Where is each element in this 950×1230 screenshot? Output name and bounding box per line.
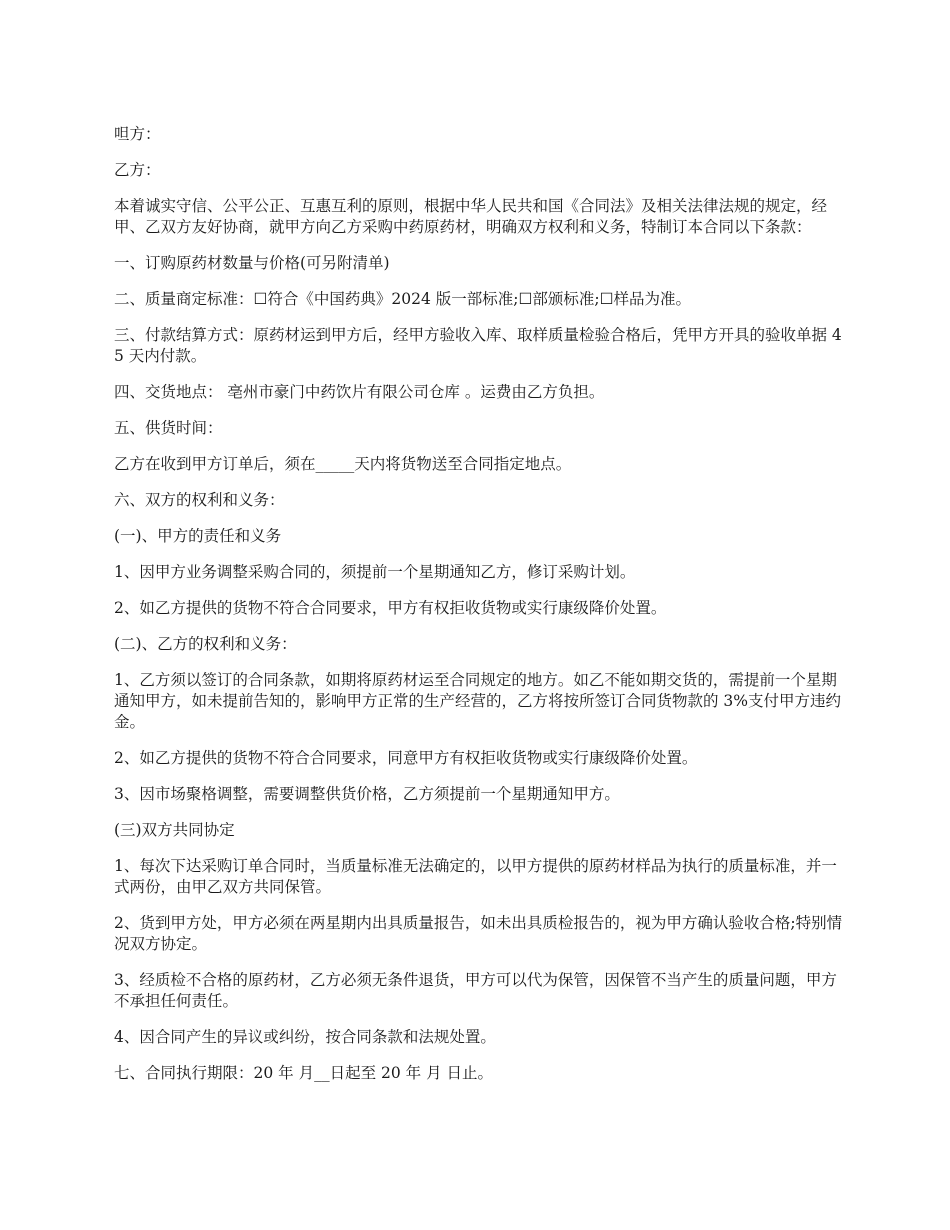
section-joint-heading: (三)双方共同协定 bbox=[114, 821, 235, 839]
clause-3-payment: 三、付款结算方式：原药材运到甲方后，经甲方验收入库、取样质量检验合格后，凭甲方开具的验收单据 45 天内付款。 bbox=[114, 326, 842, 365]
party-b-item-2: 2、如乙方提供的货物不符合合同要求，同意甲方有权拒收货物或实行康级降价处置。 bbox=[114, 749, 698, 767]
clause-1-quantity-price: 一、订购原药材数量与价格(可另附清单) bbox=[114, 254, 390, 272]
party-a-item-2: 2、如乙方提供的货物不符合合同要求，甲方有权拒收货物或实行康级降价处置。 bbox=[114, 599, 667, 617]
clause-2-quality-standard: 二、质量商定标准：☐符合《中国药典》2024 版一部标准;☐部颁标准;☐样品为准。 bbox=[114, 290, 692, 308]
preamble-paragraph: 本着诚实守信、公平公正、互惠互利的原则，根据中华人民共和国《合同法》及相关法律法规的规定，经甲、乙双方友好协商，就甲方向乙方采购中药原药材，明确双方权利和义务，特制订本合同以下条款： bbox=[114, 197, 828, 236]
party-a-item-1: 1、因甲方业务调整采购合同的，须提前一个星期通知乙方，修订采购计划。 bbox=[114, 563, 636, 581]
supply-time-detail: 乙方在收到甲方订单后，须在_____天内将货物送至合同指定地点。 bbox=[114, 455, 572, 473]
joint-item-4: 4、因合同产生的异议或纠纷，按合同条款和法规处置。 bbox=[114, 1028, 496, 1046]
party-b-line: 乙方： bbox=[114, 161, 161, 179]
clause-4-delivery-location: 四、交货地点： 亳州市豪门中药饮片有限公司仓库 。运费由乙方负担。 bbox=[114, 383, 605, 401]
joint-item-2: 2、货到甲方处，甲方必须在两星期内出具质量报告，如未出具质检报告的，视为甲方确认验收合格;特别情况双方协定。 bbox=[114, 914, 843, 953]
joint-item-1: 1、每次下达采购订单合同时，当质量标准无法确定的，以甲方提供的原药材样品为执行的质量标准，并一式两份，由甲乙双方共同保管。 bbox=[114, 857, 837, 896]
section-party-a-heading: (一)、甲方的责任和义务 bbox=[114, 527, 282, 545]
party-a-line: 呾方： bbox=[114, 125, 161, 143]
section-party-b-heading: (二)、乙方的权利和义务： bbox=[114, 635, 297, 653]
clause-7-term: 七、合同执行期限：20 年 月__日起至 20 年 月 日止。 bbox=[114, 1064, 494, 1082]
joint-item-3: 3、经质检不合格的原药材，乙方必须无条件退货，甲方可以代为保管，因保管不当产生的质量问题，甲方不承担任何责任。 bbox=[114, 971, 837, 1010]
clause-5-supply-time: 五、供货时间： bbox=[114, 419, 223, 437]
party-b-item-3: 3、因市场聚格调整，需要调整供货价格，乙方须提前一个星期通知甲方。 bbox=[114, 785, 620, 803]
party-b-item-1: 1、乙方须以签订的合同条款，如期将原药材运至合同规定的地方。如乙不能如期交货的，需提前一个星期通知甲方，如未提前告知的，影响甲方正常的生产经营的，乙方将按所签订合同货物款的 3%支付甲方违约金。 bbox=[114, 671, 842, 731]
contract-body bbox=[114, 124, 844, 1099]
clause-6-rights-obligations: 六、双方的权利和义务： bbox=[114, 491, 285, 509]
